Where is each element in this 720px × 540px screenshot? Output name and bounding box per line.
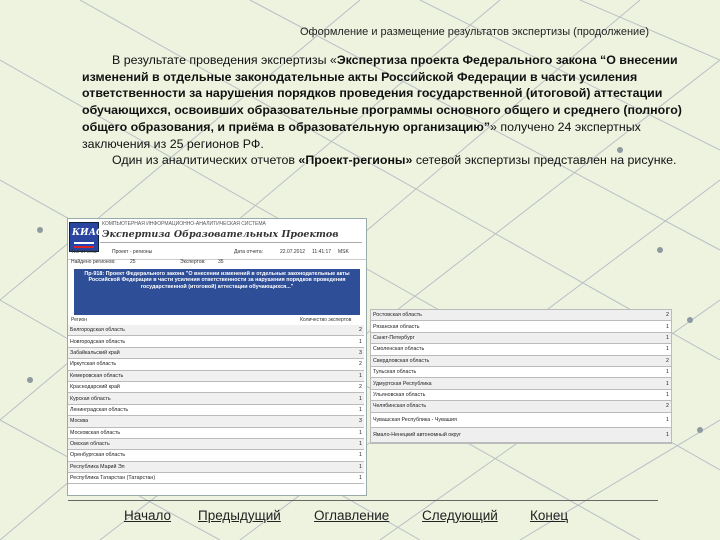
table-row xyxy=(68,404,364,415)
region-cell: Новгородская область xyxy=(68,336,350,347)
region-cell: Смоленская область xyxy=(371,344,657,355)
region-cell: Белгородская область xyxy=(68,325,350,336)
table-row xyxy=(68,347,364,358)
region-cell: Краснодарский край xyxy=(68,381,350,392)
regions-table-right xyxy=(371,310,671,443)
para1-end: » получено 24 экспертных заключения из 25 регионов РФ. xyxy=(82,119,641,151)
nav-divider xyxy=(68,500,658,501)
meta-date: 22.07.2012 xyxy=(280,249,306,255)
region-cell: Ленинградская область xyxy=(68,404,350,415)
count-cell: 1 xyxy=(350,438,364,449)
region-cell: Удмуртская Республика xyxy=(371,378,657,389)
count-cell: 1 xyxy=(350,370,364,381)
count-cell: 1 xyxy=(350,404,364,415)
region-cell: Курская область xyxy=(68,393,350,404)
count-cell: 2 xyxy=(350,325,364,336)
count-cell: 3 xyxy=(350,347,364,358)
table-row xyxy=(68,393,364,404)
region-cell: Ульяновская область xyxy=(371,389,657,400)
body-text xyxy=(82,52,682,169)
para2-end: сетевой экспертизы представлен на рисунке. xyxy=(412,153,677,168)
count-cell: 1 xyxy=(657,332,671,343)
nav-start-link[interactable]: Начало xyxy=(124,508,172,523)
table-row xyxy=(68,438,364,449)
count-cell: 1 xyxy=(657,321,671,332)
count-cell: 1 xyxy=(350,393,364,404)
region-cell: Свердловская область xyxy=(371,355,657,366)
table-row xyxy=(371,344,671,355)
table-row xyxy=(371,310,671,321)
region-cell: Ямало-Ненецкий автономный округ xyxy=(371,427,657,442)
region-cell: Ростовская область xyxy=(371,310,657,321)
table-row xyxy=(68,473,364,484)
table-row xyxy=(68,461,364,472)
header-divider xyxy=(100,242,362,243)
col-region: Регион xyxy=(71,317,88,323)
count-cell: 1 xyxy=(350,461,364,472)
count-cell: 1 xyxy=(350,427,364,438)
report-system-name: Экспертиза Образовательных Проектов xyxy=(102,229,339,240)
paragraph-2 xyxy=(82,152,682,169)
count-cell: 1 xyxy=(657,427,671,442)
table-row xyxy=(371,366,671,377)
nav-end-link[interactable]: Конец xyxy=(530,508,569,523)
count-cell: 1 xyxy=(657,389,671,400)
meta-experts-label: Экспертов: xyxy=(180,259,206,265)
meta-experts: 35 xyxy=(218,259,224,265)
nav-prev-link[interactable]: Предыдущий xyxy=(198,508,281,523)
meta-date-label: Дата отчета: xyxy=(234,249,264,255)
region-cell: Забайкальский край xyxy=(68,347,350,358)
count-cell: 2 xyxy=(350,359,364,370)
report-name: «Проект-регионы» xyxy=(298,153,413,168)
meta-type-label: Тип отчета: xyxy=(71,249,98,255)
table-row xyxy=(371,401,671,412)
table-row xyxy=(371,412,671,427)
region-cell: Оренбургская область xyxy=(68,450,350,461)
count-cell: 2 xyxy=(657,401,671,412)
nav-toc-link[interactable]: Оглавление xyxy=(314,508,390,523)
region-cell: Республика Татарстан (Татарстан) xyxy=(68,473,350,484)
table-row xyxy=(371,427,671,442)
meta-regions-label: Найдено регионов: xyxy=(71,259,116,265)
meta-type: Проект - регионы xyxy=(112,249,153,255)
table-row xyxy=(371,321,671,332)
para1-start: В результате проведения экспертизы « xyxy=(112,53,337,67)
project-banner: Пр-918: Проект Федерального закона "О внесении изменений в отдельные законодательные акты Российской Федерации в части усиления ответственности за нарушения порядков проведения государственной (итоговой) аттестации обучающихся..." xyxy=(74,269,360,315)
nav-next-link[interactable]: Следующий xyxy=(422,508,498,523)
count-cell: 1 xyxy=(657,366,671,377)
table-row xyxy=(371,355,671,366)
slide-title: Оформление и размещение результатов экспертизы (продолжение) xyxy=(300,26,649,38)
region-cell: Кемеровская область xyxy=(68,370,350,381)
project-title: Экспертиза проекта Федерального закона “О внесении изменений в отдельные законодательные акты Российской Федерации в части усиления ответственности за нарушения порядков проведения государственной (итоговой) аттестации обучающихся, освоивших образовательные программы основного общего и среднего (полного) общего образования, и приёма в образовательную организацию” xyxy=(82,53,682,134)
regions-table-left xyxy=(68,325,364,484)
table-row xyxy=(371,378,671,389)
region-cell: Чувашская Республика - Чувашия xyxy=(371,412,657,427)
meta-tz: MSK xyxy=(338,249,349,255)
para2-start: Один из аналитических отчетов xyxy=(112,153,299,168)
table-row xyxy=(371,389,671,400)
count-cell: 2 xyxy=(657,355,671,366)
table-row xyxy=(68,325,364,336)
region-cell: Московская область xyxy=(68,427,350,438)
count-cell: 1 xyxy=(350,450,364,461)
region-cell: Рязанская область xyxy=(371,321,657,332)
count-cell: 3 xyxy=(350,416,364,427)
table-row xyxy=(68,450,364,461)
count-cell: 1 xyxy=(657,344,671,355)
region-cell: Омская область xyxy=(68,438,350,449)
table-row xyxy=(68,381,364,392)
region-cell: Иркутская область xyxy=(68,359,350,370)
report-org: КОМПЬЮТЕРНАЯ ИНФОРМАЦИОННО-АНАЛИТИЧЕСКАЯ СИСТЕМА xyxy=(102,221,266,227)
meta-regions: 25 xyxy=(130,259,136,265)
count-cell: 1 xyxy=(657,378,671,389)
logo-text: КИАС xyxy=(72,228,104,238)
region-cell: Санкт-Петербург xyxy=(371,332,657,343)
table-row xyxy=(371,332,671,343)
table-row xyxy=(68,336,364,347)
region-cell: Республика Марий Эл xyxy=(68,461,350,472)
count-cell: 1 xyxy=(350,473,364,484)
table-row xyxy=(68,370,364,381)
region-cell: Челябинская область xyxy=(371,401,657,412)
count-cell: 1 xyxy=(657,412,671,427)
paragraph-1 xyxy=(82,52,682,152)
region-cell: Москва xyxy=(68,416,350,427)
meta-time: 11:41:17 xyxy=(312,249,332,255)
regions-table-right-wrap xyxy=(370,309,672,444)
table-row xyxy=(68,359,364,370)
count-cell: 2 xyxy=(657,310,671,321)
region-cell: Тульская область xyxy=(371,366,657,377)
kias-logo xyxy=(69,222,104,252)
count-cell: 2 xyxy=(350,381,364,392)
flag-icon xyxy=(74,242,94,248)
count-cell: 1 xyxy=(350,336,364,347)
column-headers xyxy=(68,317,366,324)
col-count: Количество экспертов xyxy=(300,317,352,323)
table-row xyxy=(68,427,364,438)
table-row xyxy=(68,416,364,427)
report-screenshot xyxy=(67,218,367,496)
